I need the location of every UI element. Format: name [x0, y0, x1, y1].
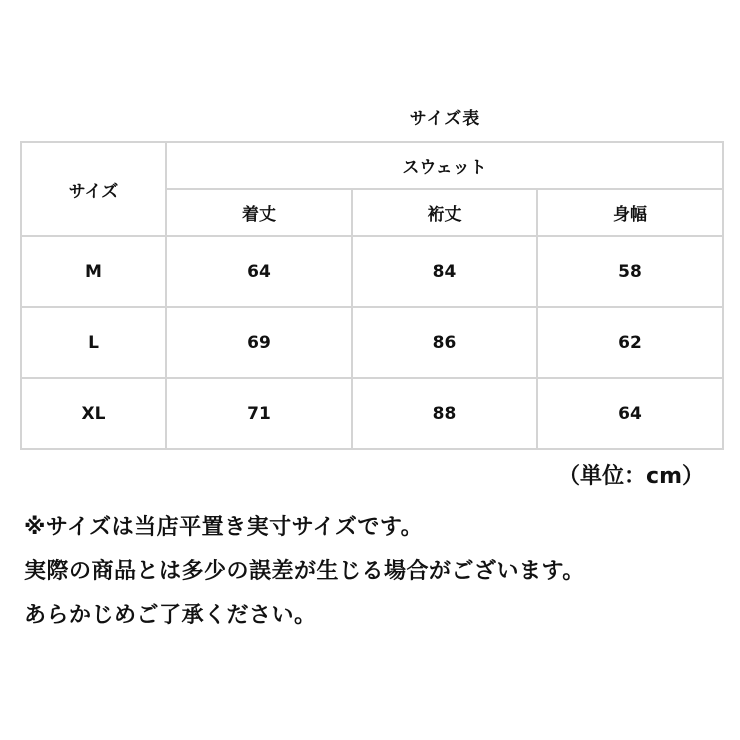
note-line: ※サイズは当店平置き実寸サイズです。 [24, 515, 424, 540]
notes-block [24, 506, 585, 638]
note-line: 実際の商品とは多少の誤差が生じる場合がございます。 [24, 559, 585, 584]
table-row [21, 378, 723, 449]
garment-group-header: スウェット [166, 142, 723, 189]
value-cell: 88 [352, 378, 537, 449]
size-table [20, 141, 724, 450]
value-cell: 62 [537, 307, 723, 378]
value-cell: 69 [166, 307, 352, 378]
size-column-header: サイズ [21, 142, 166, 236]
table-title: サイズ表 [409, 109, 481, 129]
table-header-row [21, 142, 723, 189]
note-line: あらかじめご了承ください。 [24, 603, 317, 628]
value-cell: 86 [352, 307, 537, 378]
value-cell: 64 [166, 236, 352, 307]
value-cell: 71 [166, 378, 352, 449]
column-header-length: 着丈 [166, 189, 352, 236]
column-header-sleeve: 裄丈 [352, 189, 537, 236]
size-cell: M [21, 236, 166, 307]
table-row [21, 307, 723, 378]
unit-note: （単位：cm） [558, 464, 704, 489]
table-row [21, 236, 723, 307]
value-cell: 84 [352, 236, 537, 307]
size-cell: XL [21, 378, 166, 449]
value-cell: 64 [537, 378, 723, 449]
size-cell: L [21, 307, 166, 378]
column-header-width: 身幅 [537, 189, 723, 236]
value-cell: 58 [537, 236, 723, 307]
